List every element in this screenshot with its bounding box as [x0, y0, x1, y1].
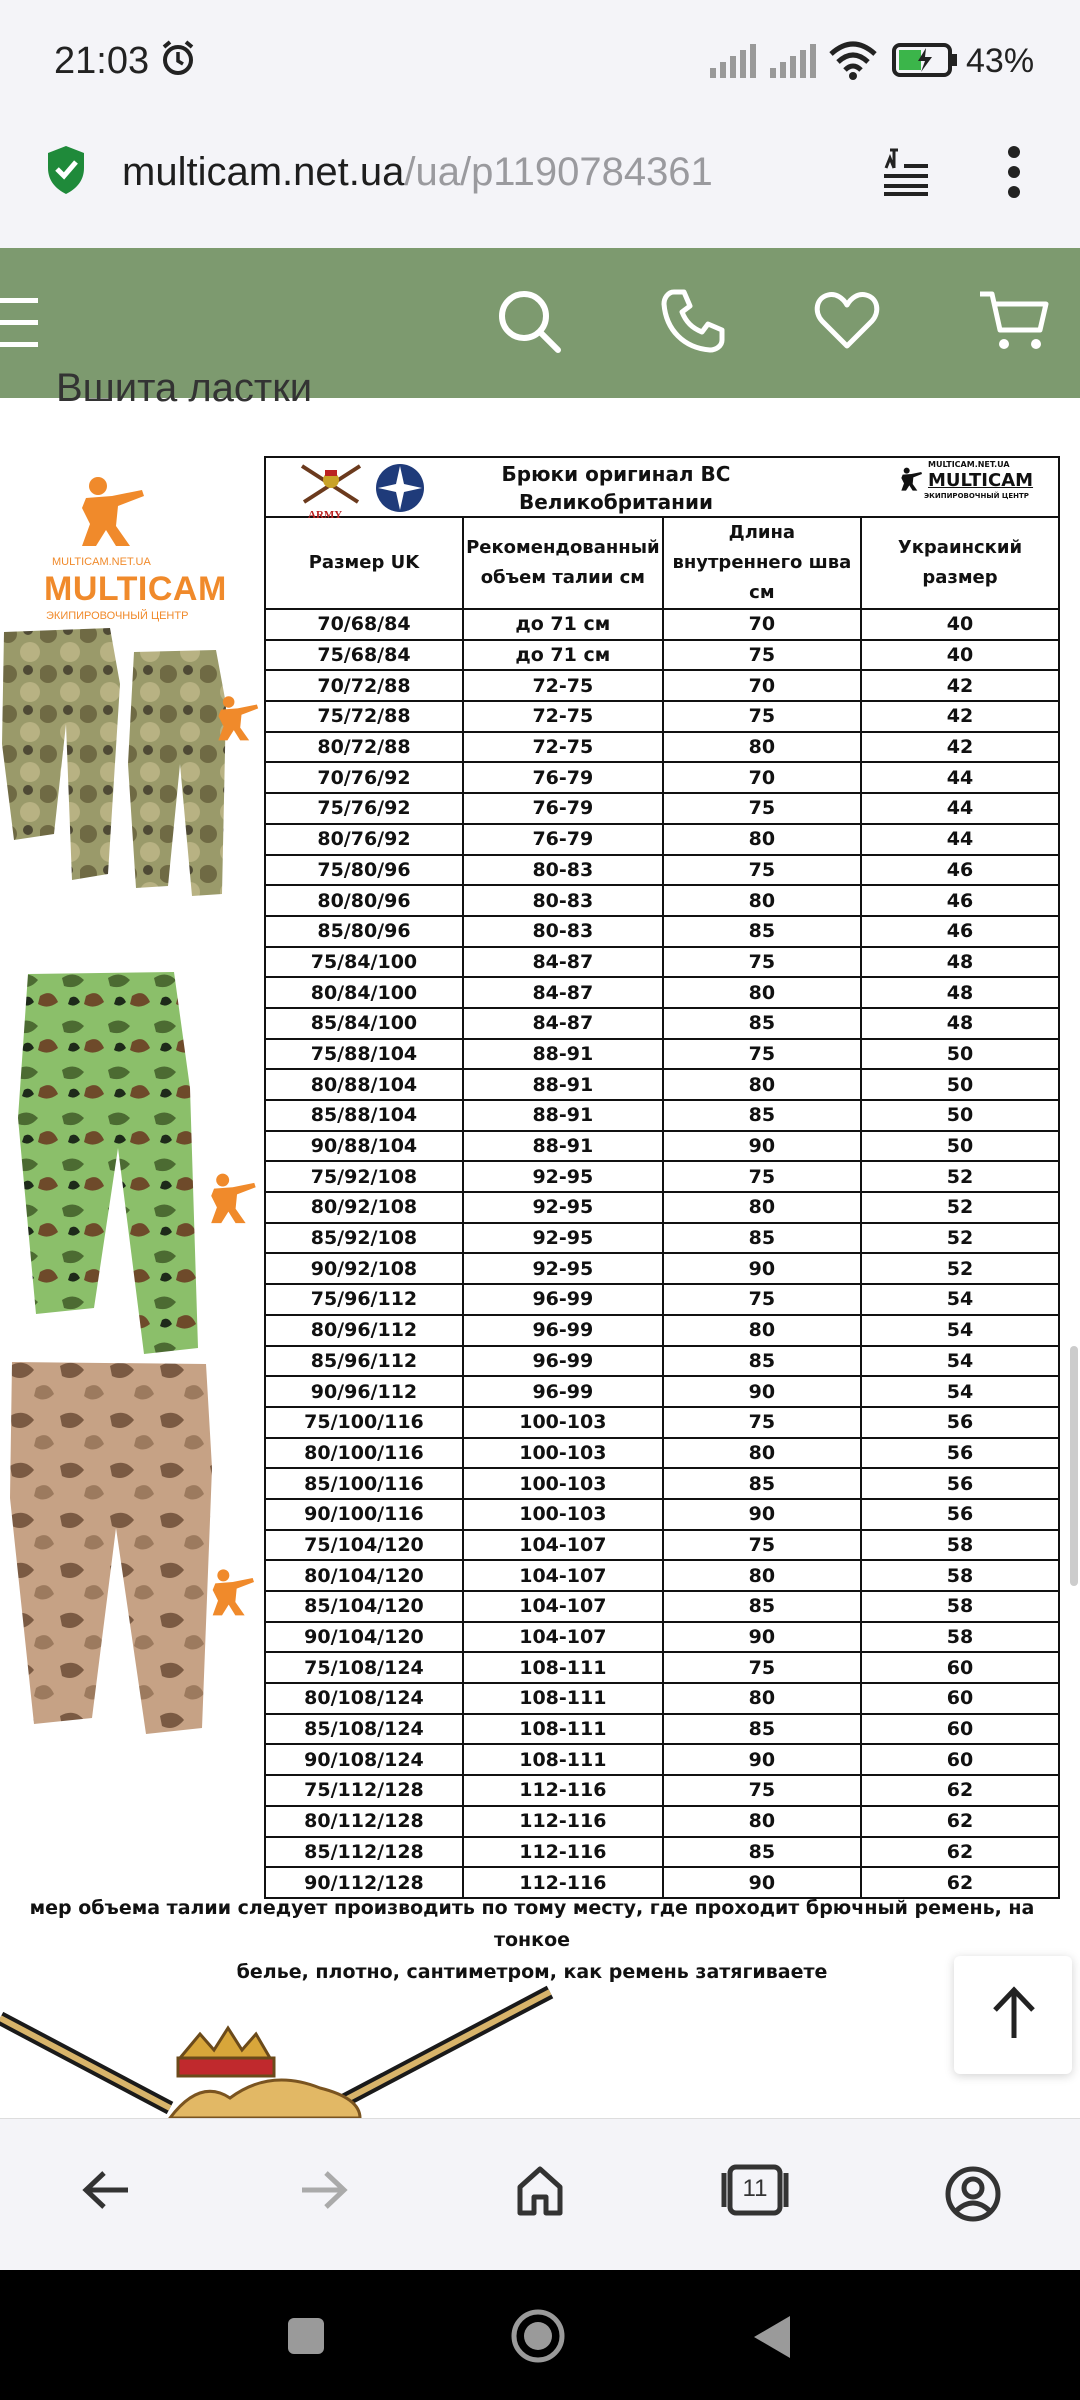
browser-url-bar [0, 120, 1080, 248]
table-cell: 75/72/88 [265, 701, 463, 732]
table-row [265, 1837, 1059, 1868]
table-cell: 56 [861, 1468, 1059, 1499]
table-cell: 48 [861, 1008, 1059, 1039]
table-cell: 100-103 [463, 1438, 663, 1469]
table-row [265, 1622, 1059, 1653]
nato-icon [374, 462, 426, 514]
table-cell: 104-107 [463, 1560, 663, 1591]
table-cell: 60 [861, 1652, 1059, 1683]
army-emblem-image [0, 1988, 600, 2118]
menu-icon[interactable] [0, 296, 40, 350]
table-row [265, 732, 1059, 763]
table-cell: 75/112/128 [265, 1775, 463, 1806]
table-cell: 62 [861, 1775, 1059, 1806]
table-cell: 85 [663, 1468, 861, 1499]
table-cell: 44 [861, 762, 1059, 793]
table-cell: 80/80/96 [265, 885, 463, 916]
wifi-icon [828, 40, 878, 80]
army-text: ARMY [308, 509, 343, 521]
table-row [265, 1560, 1059, 1591]
table-cell: 96-99 [463, 1346, 663, 1377]
table-cell: 96-99 [463, 1376, 663, 1407]
status-time: 21:03 [54, 40, 150, 82]
header-inseam: Длина внутреннего шва см [663, 517, 861, 609]
soldier-logo-icon-3 [204, 1170, 260, 1226]
recents-icon[interactable] [286, 2316, 326, 2356]
table-cell: 85 [663, 1837, 861, 1868]
table-row [265, 1468, 1059, 1499]
table-cell: 85 [663, 1100, 861, 1131]
table-cell: 80 [663, 732, 861, 763]
page-content [0, 366, 1080, 2118]
table-cell: 70 [663, 609, 861, 640]
scroll-to-top-button[interactable] [954, 1956, 1072, 2074]
table-cell: 42 [861, 670, 1059, 701]
table-cell: 108-111 [463, 1652, 663, 1683]
table-cell: 85/96/112 [265, 1346, 463, 1377]
account-icon[interactable] [944, 2165, 1002, 2223]
logo-subtitle: ЭКИПИРОВОЧНЫЙ ЦЕНТР [46, 610, 189, 622]
table-cell: 80-83 [463, 885, 663, 916]
table-logo-text: MULTICAM [928, 470, 1034, 491]
table-row [265, 1775, 1059, 1806]
header-ua-size: Украинский размер [861, 517, 1059, 609]
table-cell: 85 [663, 1346, 861, 1377]
table-cell: 92-95 [463, 1161, 663, 1192]
table-row [265, 1284, 1059, 1315]
table-cell: 85/84/100 [265, 1008, 463, 1039]
table-cell: 104-107 [463, 1591, 663, 1622]
table-cell: 90/100/116 [265, 1499, 463, 1530]
table-cell: 90/108/124 [265, 1744, 463, 1775]
table-cell: 85/80/96 [265, 916, 463, 947]
table-row [265, 916, 1059, 947]
table-cell: 72-75 [463, 670, 663, 701]
table-cell: 90 [663, 1253, 861, 1284]
table-cell: 50 [861, 1039, 1059, 1070]
table-cell: 108-111 [463, 1714, 663, 1745]
table-cell: 80 [663, 824, 861, 855]
table-cell: 80/76/92 [265, 824, 463, 855]
table-cell: 90 [663, 1499, 861, 1530]
more-menu-icon[interactable] [1002, 144, 1026, 200]
table-cell: 80/72/88 [265, 732, 463, 763]
table-cell: 84-87 [463, 977, 663, 1008]
table-cell: 80/112/128 [265, 1806, 463, 1837]
table-cell: 90/104/120 [265, 1622, 463, 1653]
table-cell: 100-103 [463, 1468, 663, 1499]
table-cell: 108-111 [463, 1683, 663, 1714]
table-row [265, 1652, 1059, 1683]
table-cell: 80/108/124 [265, 1683, 463, 1714]
table-cell: 56 [861, 1438, 1059, 1469]
table-row [265, 609, 1059, 640]
table-cell: 54 [861, 1315, 1059, 1346]
table-cell: 108-111 [463, 1744, 663, 1775]
table-cell: 46 [861, 855, 1059, 886]
table-cell: 54 [861, 1346, 1059, 1377]
table-cell: 75 [663, 640, 861, 671]
table-row [265, 640, 1059, 671]
table-row [265, 885, 1059, 916]
table-row [265, 1407, 1059, 1438]
table-cell: 75 [663, 855, 861, 886]
table-cell: 90 [663, 1867, 861, 1898]
table-cell: 104-107 [463, 1530, 663, 1561]
table-cell: 84-87 [463, 1008, 663, 1039]
table-cell: 85/92/108 [265, 1223, 463, 1254]
table-cell: 60 [861, 1683, 1059, 1714]
table-cell: 88-91 [463, 1069, 663, 1100]
table-cell: 85/104/120 [265, 1591, 463, 1622]
table-title-line1: Брюки оригинал ВС [501, 462, 731, 486]
table-cell: 85 [663, 1223, 861, 1254]
table-row [265, 824, 1059, 855]
table-logo-sub: ЭКИПИРОВОЧНЫЙ ЦЕНТР [924, 492, 1029, 500]
table-row [265, 1192, 1059, 1223]
table-cell: 90/96/112 [265, 1376, 463, 1407]
table-cell: 112-116 [463, 1806, 663, 1837]
table-cell: 80/84/100 [265, 977, 463, 1008]
table-cell: 80-83 [463, 855, 663, 886]
table-row [265, 1223, 1059, 1254]
table-cell: 90 [663, 1622, 861, 1653]
table-cell: 75/96/112 [265, 1284, 463, 1315]
table-cell: 80/104/120 [265, 1560, 463, 1591]
table-row [265, 1806, 1059, 1837]
table-row [265, 793, 1059, 824]
table-cell: 80/96/112 [265, 1315, 463, 1346]
table-cell: 80/92/108 [265, 1192, 463, 1223]
url-text[interactable] [122, 150, 842, 195]
logo-text: MULTICAM [44, 570, 227, 608]
table-row [265, 701, 1059, 732]
system-nav-bar [0, 2270, 1080, 2400]
browser-bottom-nav [0, 2118, 1080, 2271]
table-row [265, 1253, 1059, 1284]
table-cell: 85/112/128 [265, 1837, 463, 1868]
table-cell: 76-79 [463, 824, 663, 855]
soldier-logo-icon [72, 474, 150, 548]
url-path: /ua/p1190784361 [404, 150, 713, 194]
table-cell: 72-75 [463, 732, 663, 763]
table-row [265, 1069, 1059, 1100]
table-row [265, 1315, 1059, 1346]
header-uk-size: Размер UK [265, 517, 463, 609]
table-cell: 44 [861, 793, 1059, 824]
table-row [265, 762, 1059, 793]
table-cell: 96-99 [463, 1284, 663, 1315]
table-cell: 58 [861, 1530, 1059, 1561]
table-cell: 75 [663, 1284, 861, 1315]
footnote-line1: мер объема талии следует производить по тому месту, где проходит брючный ремень, на тонкое [29, 1897, 1035, 1951]
table-cell: 52 [861, 1253, 1059, 1284]
table-cell: 75 [663, 947, 861, 978]
table-cell: 70 [663, 762, 861, 793]
table-cell: 75/80/96 [265, 855, 463, 886]
table-cell: 80 [663, 1683, 861, 1714]
section-heading: Вшита ластки [56, 366, 313, 410]
table-title [446, 460, 786, 516]
table-row [265, 977, 1059, 1008]
home-icon[interactable] [514, 2165, 566, 2217]
dpm-pants-image [14, 968, 214, 1368]
table-cell: 60 [861, 1744, 1059, 1775]
table-cell: 56 [861, 1499, 1059, 1530]
footnote-line2: белье, плотно, сантиметром, как ремень затягиваете [236, 1961, 828, 1983]
table-cell: 42 [861, 701, 1059, 732]
table-cell: 85/100/116 [265, 1468, 463, 1499]
table-row [265, 1008, 1059, 1039]
table-cell: 80 [663, 977, 861, 1008]
table-cell: 75/76/92 [265, 793, 463, 824]
table-cell: 112-116 [463, 1867, 663, 1898]
table-row [265, 1744, 1059, 1775]
table-cell: 58 [861, 1560, 1059, 1591]
table-row [265, 1039, 1059, 1070]
table-cell: 58 [861, 1591, 1059, 1622]
table-cell: 42 [861, 732, 1059, 763]
desert-pants-image [6, 1358, 216, 1748]
heart-icon[interactable] [814, 288, 880, 354]
table-cell: 80/88/104 [265, 1069, 463, 1100]
soldier-logo-icon-4 [206, 1566, 258, 1618]
table-logo-site: MULTICAM.NET.UA [928, 460, 1010, 469]
table-cell: 56 [861, 1407, 1059, 1438]
table-row [265, 1499, 1059, 1530]
battery-icon [892, 42, 960, 78]
arrow-up-icon [991, 1986, 1037, 2040]
signal-icon-2 [768, 44, 818, 78]
table-cell: 75/84/100 [265, 947, 463, 978]
table-cell: 100-103 [463, 1499, 663, 1530]
table-cell: 112-116 [463, 1837, 663, 1868]
table-row [265, 1530, 1059, 1561]
secure-shield-icon[interactable] [44, 144, 88, 196]
search-icon[interactable] [496, 288, 562, 354]
table-title-line2: Великобритании [518, 490, 713, 514]
table-cell: 60 [861, 1714, 1059, 1745]
table-row [265, 1161, 1059, 1192]
table-cell: 80/100/116 [265, 1438, 463, 1469]
table-cell: 46 [861, 885, 1059, 916]
mtp-pants-image [0, 624, 250, 904]
table-cell: 75/68/84 [265, 640, 463, 671]
table-cell: 80 [663, 1806, 861, 1837]
battery-percent: 43% [966, 42, 1035, 80]
table-row [265, 1100, 1059, 1131]
soldier-logo-small-icon [898, 466, 924, 492]
size-table [264, 456, 1060, 1899]
table-row [265, 1438, 1059, 1469]
table-row [265, 1131, 1059, 1162]
table-row [265, 670, 1059, 701]
table-cell: 72-75 [463, 701, 663, 732]
table-cell: 88-91 [463, 1131, 663, 1162]
table-cell: 52 [861, 1161, 1059, 1192]
table-cell: 44 [861, 824, 1059, 855]
tabs-button[interactable] [722, 2161, 788, 2219]
table-cell: 62 [861, 1806, 1059, 1837]
table-cell: 70/76/92 [265, 762, 463, 793]
table-cell: 88-91 [463, 1039, 663, 1070]
table-cell: 75 [663, 1161, 861, 1192]
table-cell: 62 [861, 1837, 1059, 1868]
table-cell: 80 [663, 1192, 861, 1223]
table-cell: 90 [663, 1131, 861, 1162]
table-cell: 40 [861, 609, 1059, 640]
table-row [265, 1376, 1059, 1407]
table-row [265, 1346, 1059, 1377]
table-cell: до 71 см [463, 609, 663, 640]
table-cell: 70 [663, 670, 861, 701]
table-cell: 75 [663, 793, 861, 824]
table-cell: 85 [663, 1008, 861, 1039]
table-cell: 92-95 [463, 1253, 663, 1284]
table-cell: 75 [663, 1530, 861, 1561]
table-row [265, 1591, 1059, 1622]
table-cell: 85/108/124 [265, 1714, 463, 1745]
logo-site: MULTICAM.NET.UA [52, 556, 151, 568]
table-cell: 80 [663, 1069, 861, 1100]
table-cell: 75 [663, 1652, 861, 1683]
table-cell: 90/92/108 [265, 1253, 463, 1284]
table-cell: 80 [663, 1315, 861, 1346]
table-cell: до 71 см [463, 640, 663, 671]
table-cell: 75 [663, 1039, 861, 1070]
table-row [265, 1683, 1059, 1714]
status-bar [0, 0, 1080, 120]
table-cell: 92-95 [463, 1223, 663, 1254]
table-cell: 90 [663, 1744, 861, 1775]
url-host: multicam.net.ua [122, 150, 405, 194]
table-cell: 80-83 [463, 916, 663, 947]
table-cell: 62 [861, 1867, 1059, 1898]
table-cell: 75 [663, 1407, 861, 1438]
table-cell: 104-107 [463, 1622, 663, 1653]
table-cell: 80 [663, 885, 861, 916]
back-icon[interactable] [82, 2165, 132, 2215]
table-cell: 90/112/128 [265, 1867, 463, 1898]
table-title-cell [265, 457, 1059, 521]
table-cell: 58 [861, 1622, 1059, 1653]
table-row [265, 1714, 1059, 1745]
table-cell: 84-87 [463, 947, 663, 978]
table-cell: 50 [861, 1100, 1059, 1131]
table-cell: 96-99 [463, 1315, 663, 1346]
table-cell: 40 [861, 640, 1059, 671]
table-cell: 75/88/104 [265, 1039, 463, 1070]
phone-icon[interactable] [660, 288, 726, 354]
tabs-count: 11 [742, 2175, 768, 2202]
table-row [265, 855, 1059, 886]
forward-icon[interactable] [298, 2165, 348, 2215]
table-cell: 75/92/108 [265, 1161, 463, 1192]
table-cell: 75/108/124 [265, 1652, 463, 1683]
home-nav-icon[interactable] [510, 2308, 566, 2364]
table-cell: 75/104/120 [265, 1530, 463, 1561]
table-cell: 100-103 [463, 1407, 663, 1438]
table-cell: 76-79 [463, 793, 663, 824]
alarm-icon [158, 38, 198, 78]
table-cell: 50 [861, 1131, 1059, 1162]
table-cell: 90 [663, 1376, 861, 1407]
signal-icon [708, 44, 758, 78]
table-cell: 52 [861, 1192, 1059, 1223]
table-cell: 52 [861, 1223, 1059, 1254]
table-cell: 88-91 [463, 1100, 663, 1131]
table-cell: 80 [663, 1438, 861, 1469]
table-cell: 46 [861, 916, 1059, 947]
table-cell: 75 [663, 701, 861, 732]
table-cell: 90/88/104 [265, 1131, 463, 1162]
table-cell: 54 [861, 1376, 1059, 1407]
table-row [265, 947, 1059, 978]
table-cell: 85 [663, 1714, 861, 1745]
table-cell: 70/72/88 [265, 670, 463, 701]
table-cell: 80 [663, 1560, 861, 1591]
page-scrollbar[interactable] [1070, 1346, 1078, 1586]
footnote [0, 1892, 1064, 1988]
table-cell: 85 [663, 1591, 861, 1622]
table-cell: 85/88/104 [265, 1100, 463, 1131]
table-cell: 75 [663, 1775, 861, 1806]
table-cell: 48 [861, 977, 1059, 1008]
table-cell: 85 [663, 916, 861, 947]
table-cell: 75/100/116 [265, 1407, 463, 1438]
cart-icon[interactable] [978, 288, 1050, 354]
header-waist: Рекомендованный объем талии см [463, 517, 663, 609]
back-nav-icon[interactable] [752, 2314, 792, 2360]
reader-mode-icon[interactable] [880, 146, 932, 198]
table-cell: 76-79 [463, 762, 663, 793]
table-cell: 70/68/84 [265, 609, 463, 640]
table-cell: 54 [861, 1284, 1059, 1315]
table-logo [898, 460, 1034, 501]
table-cell: 92-95 [463, 1192, 663, 1223]
table-cell: 112-116 [463, 1775, 663, 1806]
table-cell: 50 [861, 1069, 1059, 1100]
soldier-logo-icon-2 [212, 694, 262, 742]
table-cell: 48 [861, 947, 1059, 978]
